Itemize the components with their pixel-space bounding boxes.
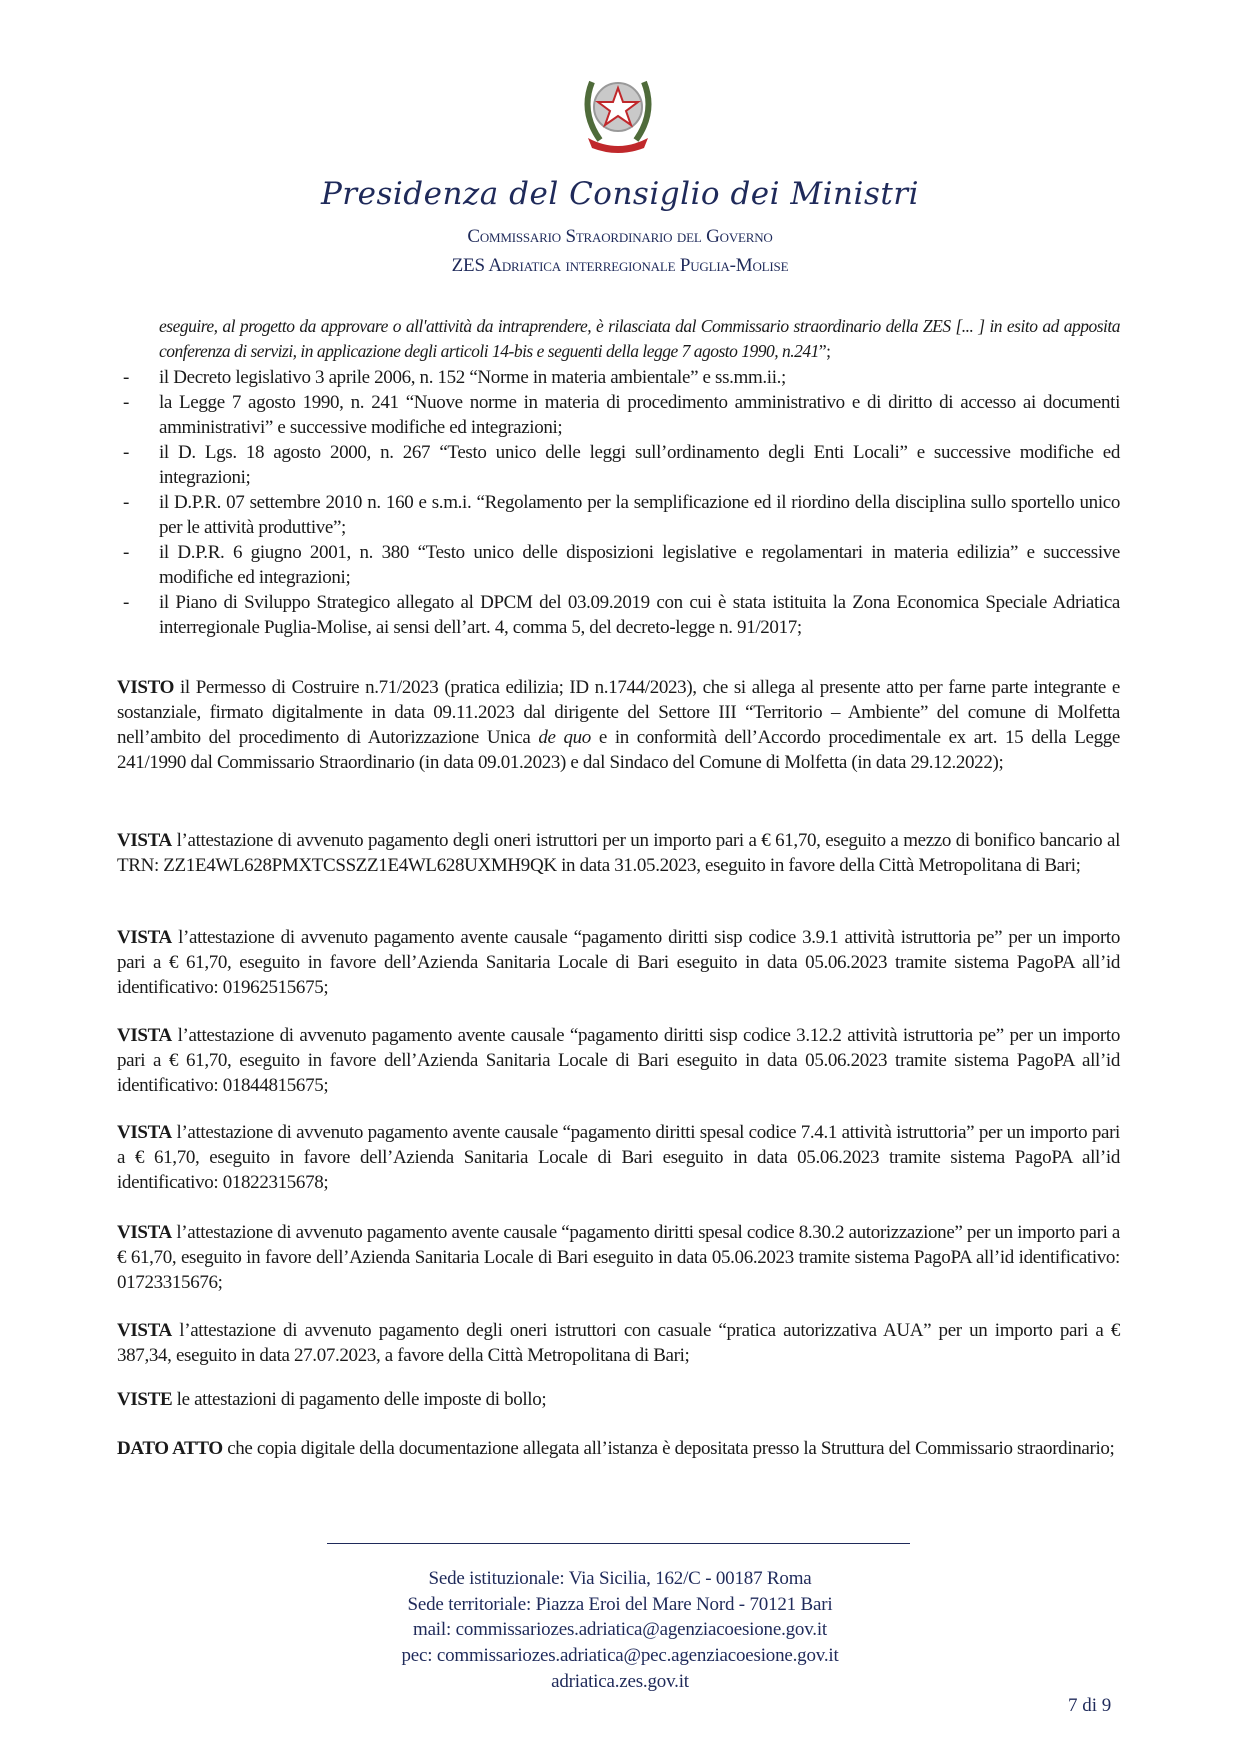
paragraph-lead: VISTA xyxy=(117,927,172,948)
bullet-marker: - xyxy=(123,367,129,388)
paragraph-vista xyxy=(117,1120,1120,1195)
footer-sede-territoriale: Sede territoriale: Piazza Eroi del Mare Nord - 70121 Bari xyxy=(407,1593,833,1615)
paragraph-lead: VISTA xyxy=(117,1025,172,1046)
list-item-text: il Piano di Sviluppo Strategico allegato al DPCM del 03.09.2019 con cui è stata istituita la Zona Economica Speciale Adriatica interregionale Puglia-Molise, ai sensi dell’art. 4, comma 5, del decreto-legge n. 91/2017; xyxy=(159,592,1120,638)
footer-contacts xyxy=(0,1566,1240,1695)
paragraph-text: il Permesso di Costruire n.71/2023 (pratica edilizia; ID n.1744/2023), che si allega al presente atto per farne parte integrante e sostanziale, firmato digitalmente in data 09.11.2023 dal dirigente del Settore III “Territorio – Ambiente” del comune di Molfetta nell’ambito del procedimento di Autorizzazione Unica xyxy=(117,677,1120,748)
bullet-marker: - xyxy=(123,392,129,413)
paragraph-text: l’attestazione di avvenuto pagamento avente causale “pagamento diritti spesal codice 7.4.1 attività istruttoria” per un importo pari a € 61,70, eseguito in favore dell’Azienda Sanitaria Locale di Bari eseguito in data 05.06.2023 tramite sistema PagoPA all’id identificativo: 01822315678; xyxy=(117,1122,1120,1193)
list-item-text: il D. Lgs. 18 agosto 2000, n. 267 “Testo unico delle leggi sull’ordinamento degli Enti Locali” e successive modifiche ed integrazioni; xyxy=(159,442,1120,488)
paragraph-dato-atto xyxy=(117,1436,1120,1461)
list-item xyxy=(117,540,1120,590)
bullet-marker: - xyxy=(123,492,129,513)
footer-divider xyxy=(327,1543,910,1544)
paragraph-text: l’attestazione di avvenuto pagamento avente causale “pagamento diritti spesal codice 8.30.2 autorizzazione” per un importo pari a € 61,70, eseguito in favore dell’Azienda Sanitaria Locale di Bari eseguito in data 05.06.2023 tramite sistema PagoPA all’id identificativo: 01723315676; xyxy=(117,1222,1120,1293)
list-item-text: il D.P.R. 07 settembre 2010 n. 160 e s.m.i. “Regolamento per la semplificazione ed il riordino della disciplina sullo sportello unico per le attività produttive”; xyxy=(159,492,1120,538)
paragraph-lead: VISTA xyxy=(117,1122,172,1143)
paragraph-text: l’attestazione di avvenuto pagamento degli oneri istruttori con casuale “pratica autorizzativa AUA” per un importo pari a € 387,34, eseguito in data 27.07.2023, a favore della Città Metropolitana di Bari; xyxy=(117,1320,1120,1366)
paragraph-lead: VISTO xyxy=(117,677,175,698)
institution-title: Presidenza del Consiglio dei Ministri xyxy=(320,176,920,212)
paragraph-text: le attestazioni di pagamento delle imposte di bollo; xyxy=(172,1389,547,1410)
intro-italic-text: eseguire, al progetto da approvare o all'attività da intraprendere, è rilasciata dal Commissario straordinario della ZES [... ] in esito ad apposita conferenza di servizi, in applicazione degli articoli 14-bis e seguenti della legge 7 agosto 1990, n.241 xyxy=(159,316,1120,361)
intro-tail: ”; xyxy=(818,341,831,361)
paragraph-vista xyxy=(117,1023,1120,1098)
footer-website: adriatica.zes.gov.it xyxy=(551,1670,689,1692)
paragraph-visto xyxy=(117,675,1120,775)
legislation-list xyxy=(117,365,1120,640)
list-item xyxy=(117,590,1120,640)
paragraph-vista xyxy=(117,828,1120,878)
subtitle-commissario: Commissario Straordinario del Governo xyxy=(467,226,773,247)
bullet-marker: - xyxy=(123,442,129,463)
paragraph-vista xyxy=(117,1318,1120,1368)
intro-quote xyxy=(159,314,1120,364)
paragraph-text: l’attestazione di avvenuto pagamento degli oneri istruttori per un importo pari a € 61,70, eseguito a mezzo di bonifico bancario al TRN: ZZ1E4WL628PMXTCSSZZ1E4WL628UXMH9QK in data 31.05.2023, eseguito in favore della Città Metropolitana di Bari; xyxy=(117,830,1120,876)
paragraph-text: e in conformità dell’Accordo procedimentale ex art. 15 della Legge 241/1990 dal Commissario Straordinario (in data 09.01.2023) e dal Sindaco del Comune di Molfetta (in data 29.12.2022); xyxy=(117,727,1120,773)
bullet-marker: - xyxy=(123,592,129,613)
subtitle-zes: ZES Adriatica interregionale Puglia-Molise xyxy=(451,255,789,276)
page-number: 7 di 9 xyxy=(1068,1695,1112,1716)
paragraph-lead: VISTA xyxy=(117,1222,172,1243)
paragraph-vista xyxy=(117,925,1120,1000)
list-item xyxy=(117,365,1120,390)
footer-mail: mail: commissariozes.adriatica@agenziacoesione.gov.it xyxy=(412,1619,827,1641)
paragraph-vista xyxy=(117,1220,1120,1295)
paragraph-text: l’attestazione di avvenuto pagamento avente causale “pagamento diritti sisp codice 3.12.2 attività istruttoria pe” per un importo pari a € 61,70, eseguito in favore dell’Azienda Sanitaria Locale di Bari eseguito in data 05.06.2023 tramite sistema PagoPA all’id identificativo: 01844815675; xyxy=(117,1025,1120,1096)
bullet-marker: - xyxy=(123,542,129,563)
list-item xyxy=(117,440,1120,490)
list-item-text: il D.P.R. 6 giugno 2001, n. 380 “Testo unico delle disposizioni legislative e regolamentari in materia edilizia” e successive modifiche ed integrazioni; xyxy=(159,542,1120,588)
paragraph-italic: de quo xyxy=(538,727,591,748)
paragraph-lead: VISTA xyxy=(117,830,172,851)
paragraph-lead: DATO ATTO xyxy=(117,1438,223,1459)
list-item xyxy=(117,490,1120,540)
italian-republic-emblem xyxy=(578,62,658,154)
list-item xyxy=(117,390,1120,440)
footer-sede-istituzionale: Sede istituzionale: Via Sicilia, 162/C - 00187 Roma xyxy=(428,1568,812,1589)
footer-pec: pec: commissariozes.adriatica@pec.agenziacoesione.gov.it xyxy=(401,1645,839,1667)
paragraph-lead: VISTE xyxy=(117,1389,173,1410)
paragraph-text: l’attestazione di avvenuto pagamento avente causale “pagamento diritti sisp codice 3.9.1 attività istruttoria pe” per un importo pari a € 61,70, eseguito in favore dell’Azienda Sanitaria Locale di Bari eseguito in data 05.06.2023 tramite sistema PagoPA all’id identificativo: 01962515675; xyxy=(117,927,1120,998)
list-item-text: la Legge 7 agosto 1990, n. 241 “Nuove norme in materia di procedimento amministrativo e di diritto di accesso ai documenti amministrativi” e successive modifiche ed integrazioni; xyxy=(159,392,1120,438)
paragraph-text: che copia digitale della documentazione allegata all’istanza è depositata presso la Struttura del Commissario straordinario; xyxy=(222,1438,1115,1459)
paragraph-lead: VISTA xyxy=(117,1320,172,1341)
paragraph-viste xyxy=(117,1387,1120,1412)
list-item-text: il Decreto legislativo 3 aprile 2006, n. 152 “Norme in materia ambientale” e ss.mm.ii.; xyxy=(159,367,786,388)
